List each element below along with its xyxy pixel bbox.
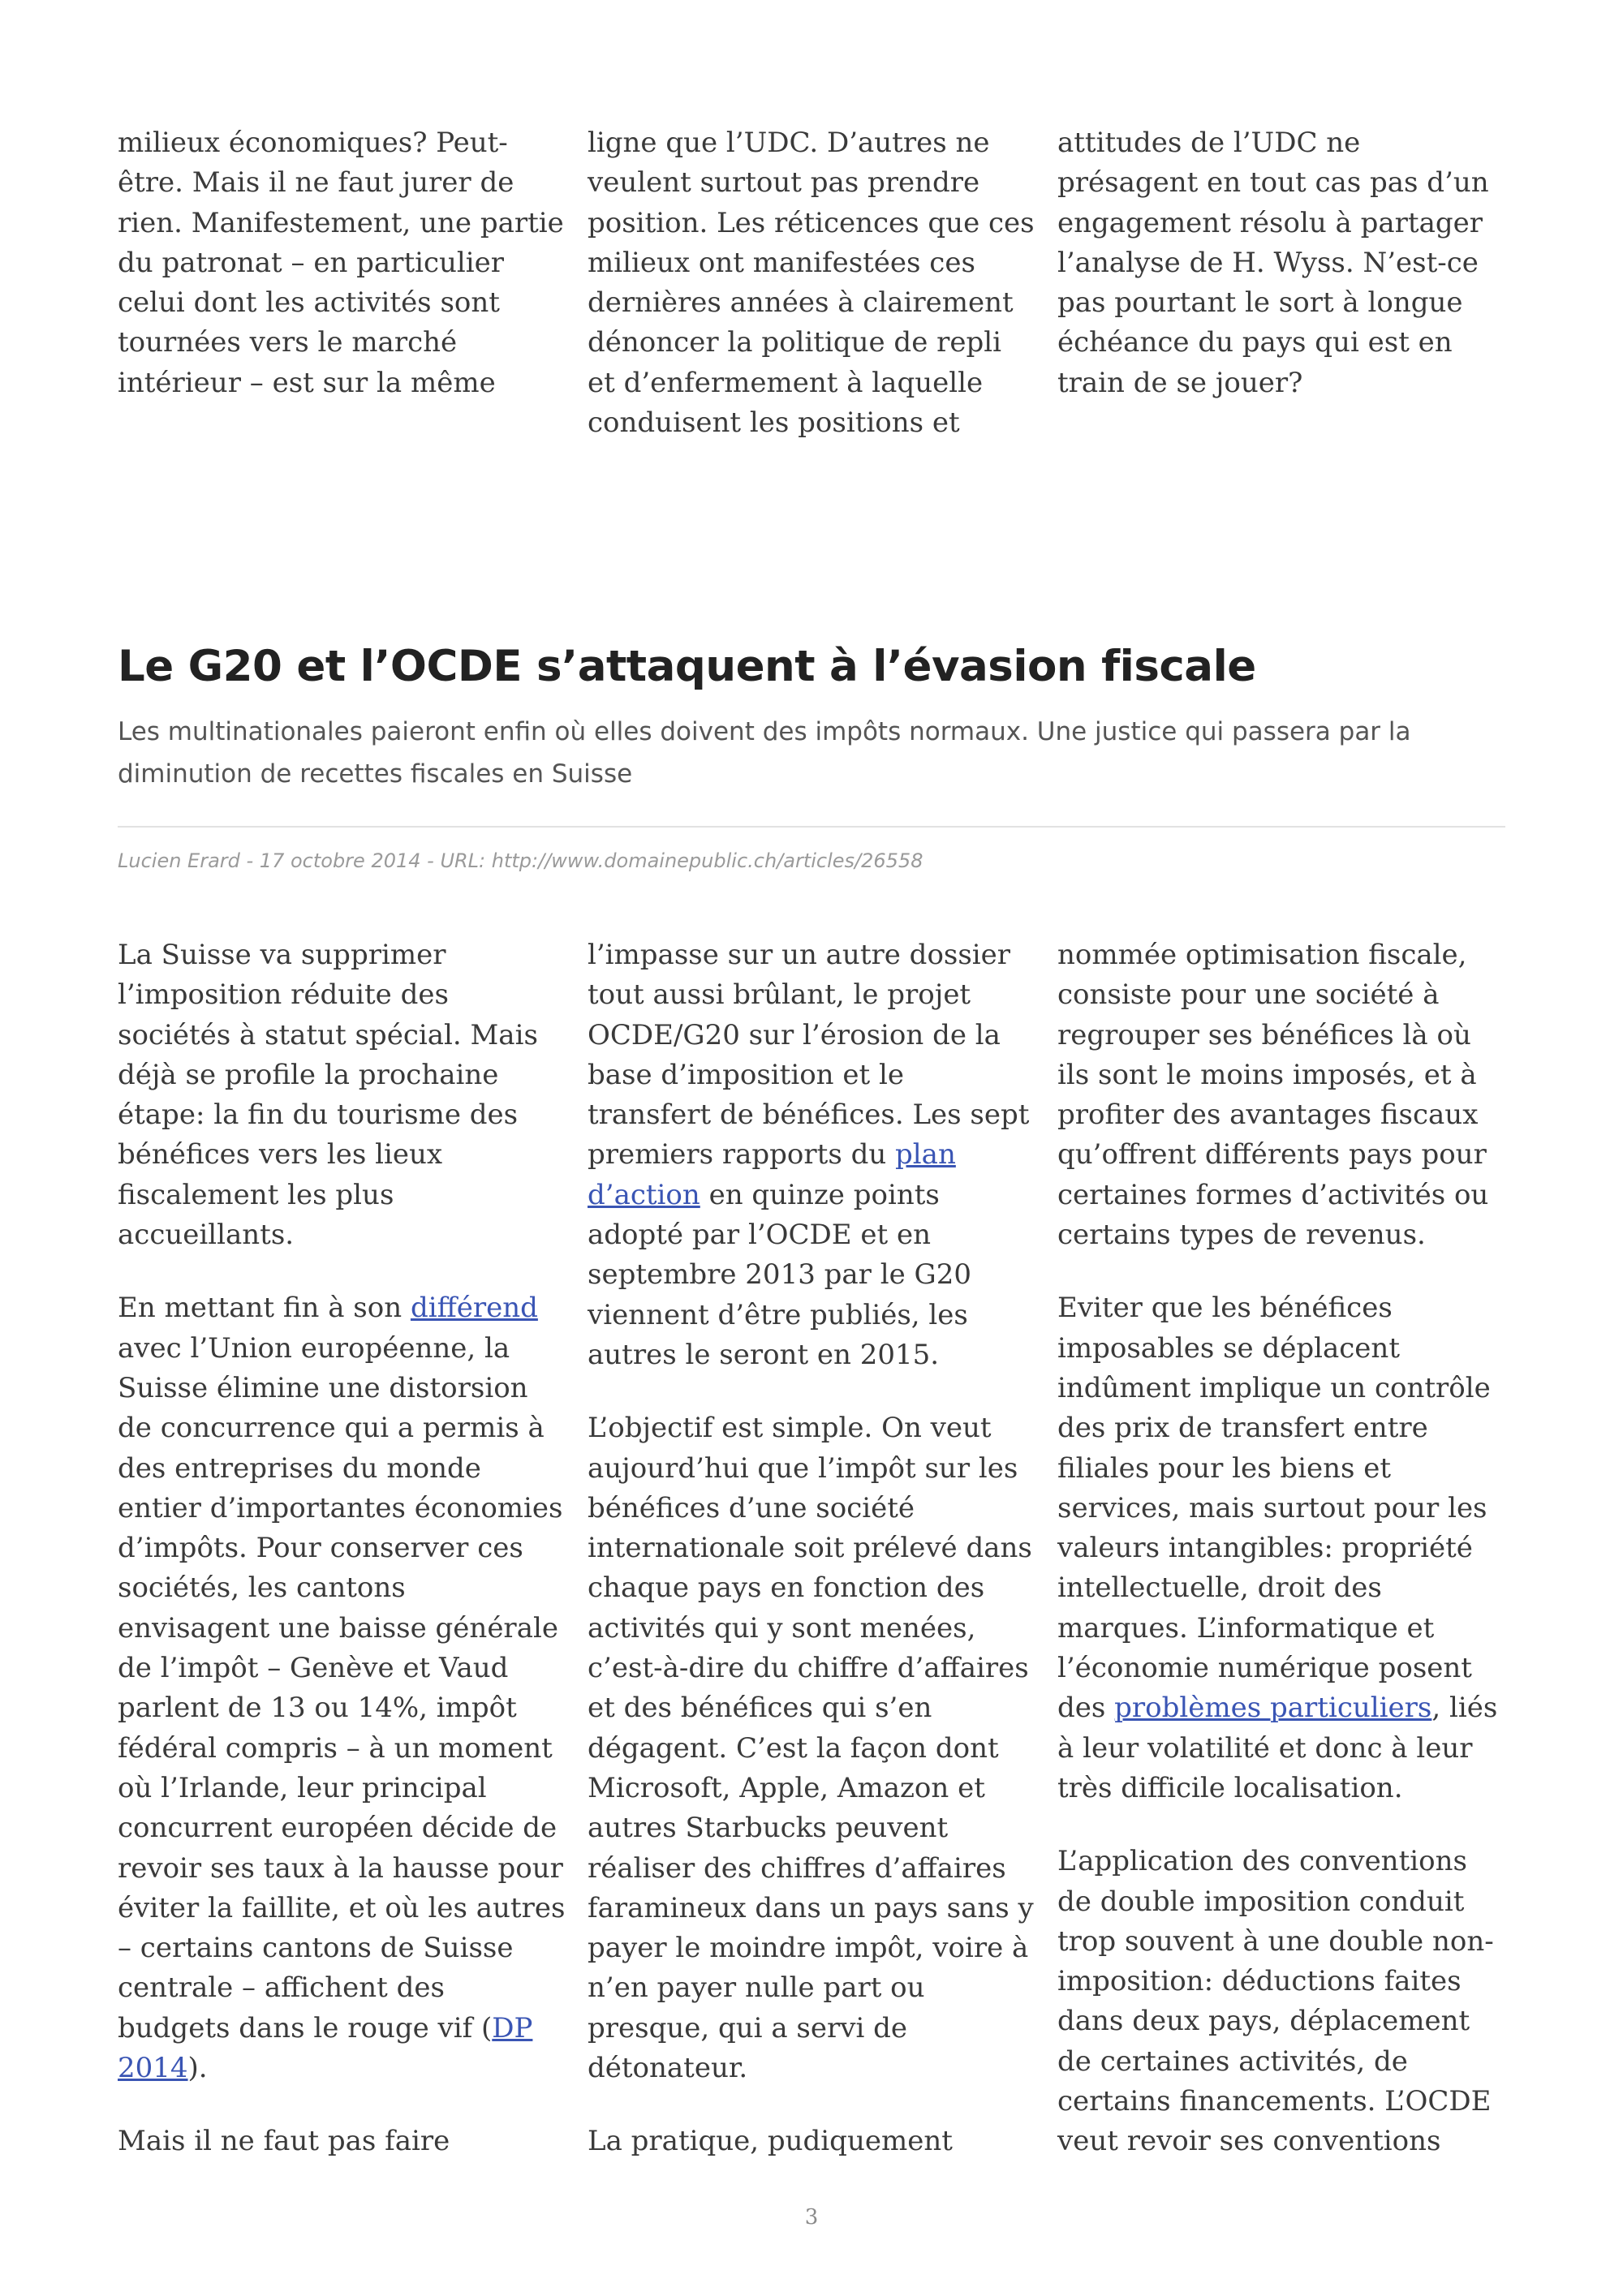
article-column-3 <box>1057 935 1505 2162</box>
continuation-column-1 <box>118 123 566 443</box>
text-run: La pratique, pudiquement <box>588 2125 953 2158</box>
page-number: 3 <box>804 2205 819 2229</box>
text-run: l’impasse sur un autre dossier tout aussi brûlant, le projet OCDE/G20 sur l’érosion de la base d’imposition et le transfert de bénéfices. Les sept premiers rapports du <box>588 939 1030 1172</box>
article-meta: Lucien Erard - 17 octobre 2014 - URL: http://www.domainepublic.ch/articles/26558 <box>118 849 923 872</box>
text-run: En mettant fin à son <box>118 1292 411 1325</box>
article-paragraph <box>118 935 566 1255</box>
inline-link[interactable]: DP 2014 <box>118 2011 533 2085</box>
text-run: ). <box>187 2052 208 2085</box>
inline-link[interactable]: différend <box>410 1292 538 1325</box>
continuation-paragraph: attitudes de l’UDC ne présagent en tout cas pas d’un engagement résolu à partager l’analyse de H. Wyss. N’est-ce pas pourtant le sort à longue échéance du pays qui est en train de se jouer? <box>1057 127 1489 399</box>
text-run: avec l’Union européenne, la Suisse élimine une distorsion de concurrence qui a permis à des entreprises du monde entier d’importantes économies d’impôts. Pour conserver ces sociétés, les cantons envisagent une baisse générale de l’impôt – Genève et Vaud parlent de 13 ou 14%, impôt fédéral compris – à un moment où l’Irlande, leur principal concurrent européen décide de revoir ses taux à la hausse pour éviter la faillite, et où les autres – certains cantons de Suisse centrale – affichent des budgets dans le rouge vif ( <box>118 1331 566 2044</box>
article-column-2 <box>588 935 1035 2162</box>
continuation-column-3 <box>1057 123 1505 443</box>
article-column-1 <box>118 935 566 2162</box>
inline-link[interactable]: problèmes particuliers <box>1114 1692 1432 1725</box>
article-paragraph <box>588 2122 1035 2161</box>
text-run: La Suisse va supprimer l’imposition réduite des sociétés à statut spécial. Mais déjà se profile la prochaine étape: la fin du tourisme des bénéfices vers les lieux fiscalement les plus accueillants. <box>118 939 538 1252</box>
article-paragraph <box>1057 1842 1505 2161</box>
article-paragraph <box>1057 1288 1505 1808</box>
article-paragraph <box>588 1408 1035 2088</box>
article-paragraph <box>118 2122 566 2161</box>
text-run: Mais il ne faut pas faire <box>118 2125 450 2158</box>
article-columns <box>118 935 1505 2162</box>
article-paragraph <box>588 935 1035 1375</box>
continuation-column-2 <box>588 123 1035 443</box>
continuation-paragraph: ligne que l’UDC. D’autres ne veulent surtout pas prendre position. Les réticences que ces milieux ont manifestées ces dernières années à clairement dénoncer la politique de repli et d’enfermement à laquelle conduisent les positions et <box>588 127 1035 440</box>
text-run: L’application des conventions de double imposition conduit trop souvent à une double non-imposition: déductions faites dans deux pays, déplacement de certaines activités, de certains financements. L’OCDE veut revoir ses conventions <box>1057 1845 1494 2158</box>
text-run: , liés à leur volatilité et donc à leur très difficile localisation. <box>1057 1692 1498 1804</box>
header-divider <box>118 826 1505 828</box>
text-run: nommée optimisation fiscale, consiste pour une société à regrouper ses bénéfices là où ils sont le moins imposés, et à profiter des avantages fiscaux qu’offrent différents pays pour certaines formes d’activités ou certains types de revenus. <box>1057 939 1489 1252</box>
continuation-paragraph: milieux économiques? Peut-être. Mais il ne faut jurer de rien. Manifestement, une partie du patronat – en particulier celui dont les activités sont tournées vers le marché intérieur – est sur la même <box>118 127 564 399</box>
article-paragraph <box>118 1288 566 2088</box>
text-run: en quinze points adopté par l’OCDE et en septembre 2013 par le G20 viennent d’être publiés, les autres le seront en 2015. <box>588 1178 971 1371</box>
article-title: Le G20 et l’OCDE s’attaquent à l’évasion fiscale <box>118 642 1256 691</box>
text-run: L’objectif est simple. On veut aujourd’hui que l’impôt sur les bénéfices d’une société internationale soit prélevé dans chaque pays en fonction des activités qui y sont menées, c’est-à-dire du chiffre d’affaires et des bénéfices qui s’en dégagent. C’est la façon dont Microsoft, Apple, Amazon et autres Starbucks peuvent réaliser des chiffres d’affaires faramineux dans un pays sans y payer le moindre impôt, voire à n’en payer nulle part ou presque, qui a servi de détonateur. <box>588 1412 1034 2085</box>
article-subtitle: Les multinationales paieront enfin où elles doivent des impôts normaux. Une justice qui passera par la diminution de recettes fiscales en Suisse <box>118 717 1411 789</box>
continuation-columns <box>118 123 1505 443</box>
article-paragraph <box>1057 935 1505 1255</box>
inline-link[interactable]: plan d’action <box>588 1138 956 1211</box>
text-run: Eviter que les bénéfices imposables se déplacent indûment implique un contrôle des prix de transfert entre filiales pour les biens et services, mais surtout pour les valeurs intangibles: propriété intellectuelle, droit des marques. L’informatique et l’économie numérique posent des <box>1057 1292 1491 1725</box>
